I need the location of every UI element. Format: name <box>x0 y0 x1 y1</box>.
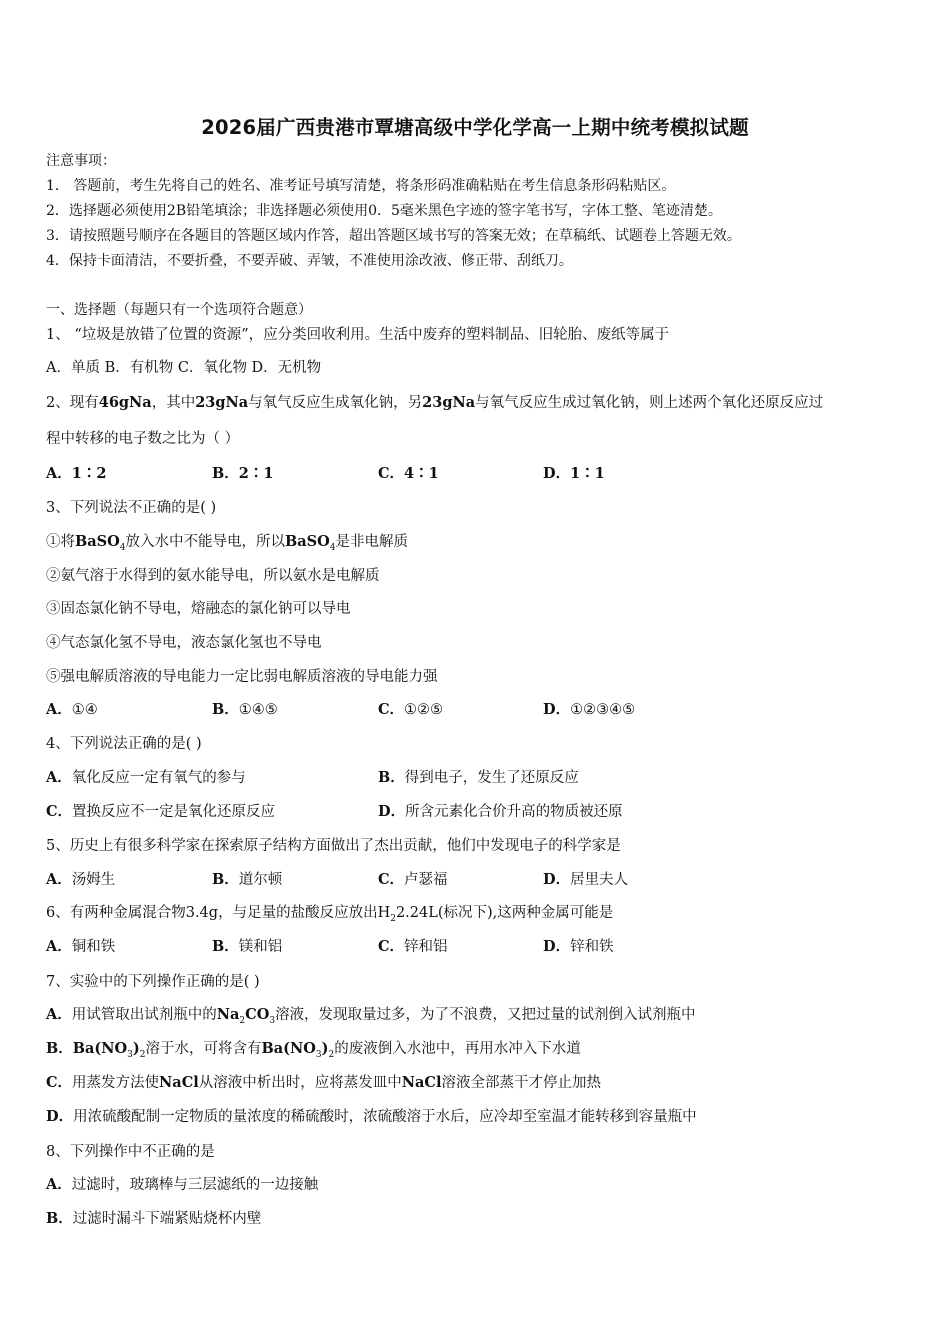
q3-option-d[interactable]: D．①②③④⑤ <box>543 701 636 718</box>
notice-item: 4．保持卡面清洁，不要折叠，不要弄破、弄皱，不准使用涂改液、修正带、刮纸刀。 <box>46 253 573 269</box>
question-3-statement-1: ①将BaSO$_4$放入水中不能导电，所以BaSO$_4$是非电解质 <box>46 533 408 553</box>
question-1-options: A．单质 B．有机物 C．氧化物 D．无机物 <box>46 360 322 376</box>
notice-heading: 注意事项： <box>46 153 116 169</box>
q7-option-b[interactable]: B．$Ba(NO_3)_2$溶于水，可将含有$Ba(NO_3)_2$的废液倒入水池中，再用水冲入下水道 <box>46 1040 581 1060</box>
q2-option-b[interactable]: B．2∶1 <box>212 465 274 482</box>
question-3-stem: 3、下列说法不正确的是( ) <box>46 500 217 516</box>
question-3-statement-5: ⑤强电解质溶液的导电能力一定比弱电解质溶液的导电能力强 <box>46 669 438 685</box>
notice-item: 3．请按照题号顺序在各题目的答题区域内作答，超出答题区域书写的答案无效；在草稿纸、试题卷上答题无效。 <box>46 228 741 244</box>
q3-option-a[interactable]: A．①④ <box>46 701 98 718</box>
q5-option-d[interactable]: D．居里夫人 <box>543 871 629 888</box>
question-3-statement-4: ④气态氯化氢不导电，液态氯化氢也不导电 <box>46 635 322 651</box>
q4-option-b[interactable]: B．得到电子，发生了还原反应 <box>378 769 579 786</box>
question-6-stem: 6、有两种金属混合物3.4g，与足量的盐酸反应放出$H_22.24L$(标况下),这两种金属可能是 <box>46 905 614 924</box>
notice-item: 1． 答题前，考生先将自己的姓名、准考证号填写清楚，将条形码准确粘贴在考生信息条形码粘贴区。 <box>46 178 676 194</box>
q5-option-c[interactable]: C．卢瑟福 <box>378 871 448 888</box>
q6-option-b[interactable]: B．镁和铝 <box>212 938 283 955</box>
question-5-stem: 5、历史上有很多科学家在探索原子结构方面做出了杰出贡献，他们中发现电子的科学家是 <box>46 838 621 854</box>
question-4-stem: 4、下列说法正确的是( ) <box>46 736 202 752</box>
question-1-stem: 1、 “垃圾是放错了位置的资源”，应分类回收利用。生活中废弃的塑料制品、旧轮胎、废纸等属于 <box>46 327 670 343</box>
q7-option-c[interactable]: C．用蒸发方法使NaCl从溶液中析出时，应将蒸发皿中NaCl溶液全部蒸干才停止加热 <box>46 1074 601 1091</box>
q4-option-a[interactable]: A．氧化反应一定有氧气的参与 <box>46 769 246 786</box>
question-2-stem-continued: 程中转移的电子数之比为（ ） <box>46 431 240 447</box>
q7-option-a[interactable]: A．用试管取出试剂瓶中的$Na_2CO_3$溶液，发现取量过多，为了不浪费，又把过量的试剂倒入试剂瓶中 <box>46 1006 696 1026</box>
question-3-statement-3: ③固态氯化钠不导电，熔融态的氯化钠可以导电 <box>46 601 351 617</box>
q2-option-a[interactable]: A．1∶2 <box>46 465 107 482</box>
page-title: 2026届广西贵港市覃塘高级中学化学高一上期中统考模拟试题 <box>201 116 749 139</box>
section-heading: 一、选择题（每题只有一个选项符合题意） <box>46 302 312 318</box>
q2-option-d[interactable]: D．1∶1 <box>543 465 605 482</box>
question-2-stem: 2、现有46gNa，其中23gNa与氧气反应生成氧化钠，另23gNa与氧气反应生成过氧化钠，则上述两个氧化还原反应过 <box>46 394 824 411</box>
notice-item: 2．选择题必须使用2B铅笔填涂；非选择题必须使用0．5毫米黑色字迹的签字笔书写，字体工整、笔迹清楚。 <box>46 203 722 219</box>
q3-option-c[interactable]: C．①②⑤ <box>378 701 444 718</box>
q6-option-a[interactable]: A．铜和铁 <box>46 938 116 955</box>
question-8-stem: 8、下列操作中不正确的是 <box>46 1144 215 1160</box>
q8-option-b[interactable]: B．过滤时漏斗下端紧贴烧杯内壁 <box>46 1210 262 1227</box>
question-7-stem: 7、实验中的下列操作正确的是( ) <box>46 974 260 990</box>
q8-option-a[interactable]: A．过滤时，玻璃棒与三层滤纸的一边接触 <box>46 1176 319 1193</box>
q5-option-b[interactable]: B．道尔顿 <box>212 871 283 888</box>
q4-option-c[interactable]: C．置换反应不一定是氧化还原反应 <box>46 803 276 820</box>
q4-option-d[interactable]: D．所含元素化合价升高的物质被还原 <box>378 803 623 820</box>
q2-option-c[interactable]: C．4∶1 <box>378 465 439 482</box>
q7-option-d[interactable]: D．用浓硫酸配制一定物质的量浓度的稀硫酸时，浓硫酸溶于水后，应冷却至室温才能转移到容量瓶中 <box>46 1108 697 1125</box>
q5-option-a[interactable]: A．汤姆生 <box>46 871 116 888</box>
q6-option-d[interactable]: D．锌和铁 <box>543 938 614 955</box>
q6-option-c[interactable]: C．锌和铝 <box>378 938 448 955</box>
question-3-statement-2: ②氨气溶于水得到的氨水能导电，所以氨水是电解质 <box>46 568 380 584</box>
q3-option-b[interactable]: B．①④⑤ <box>212 701 278 718</box>
